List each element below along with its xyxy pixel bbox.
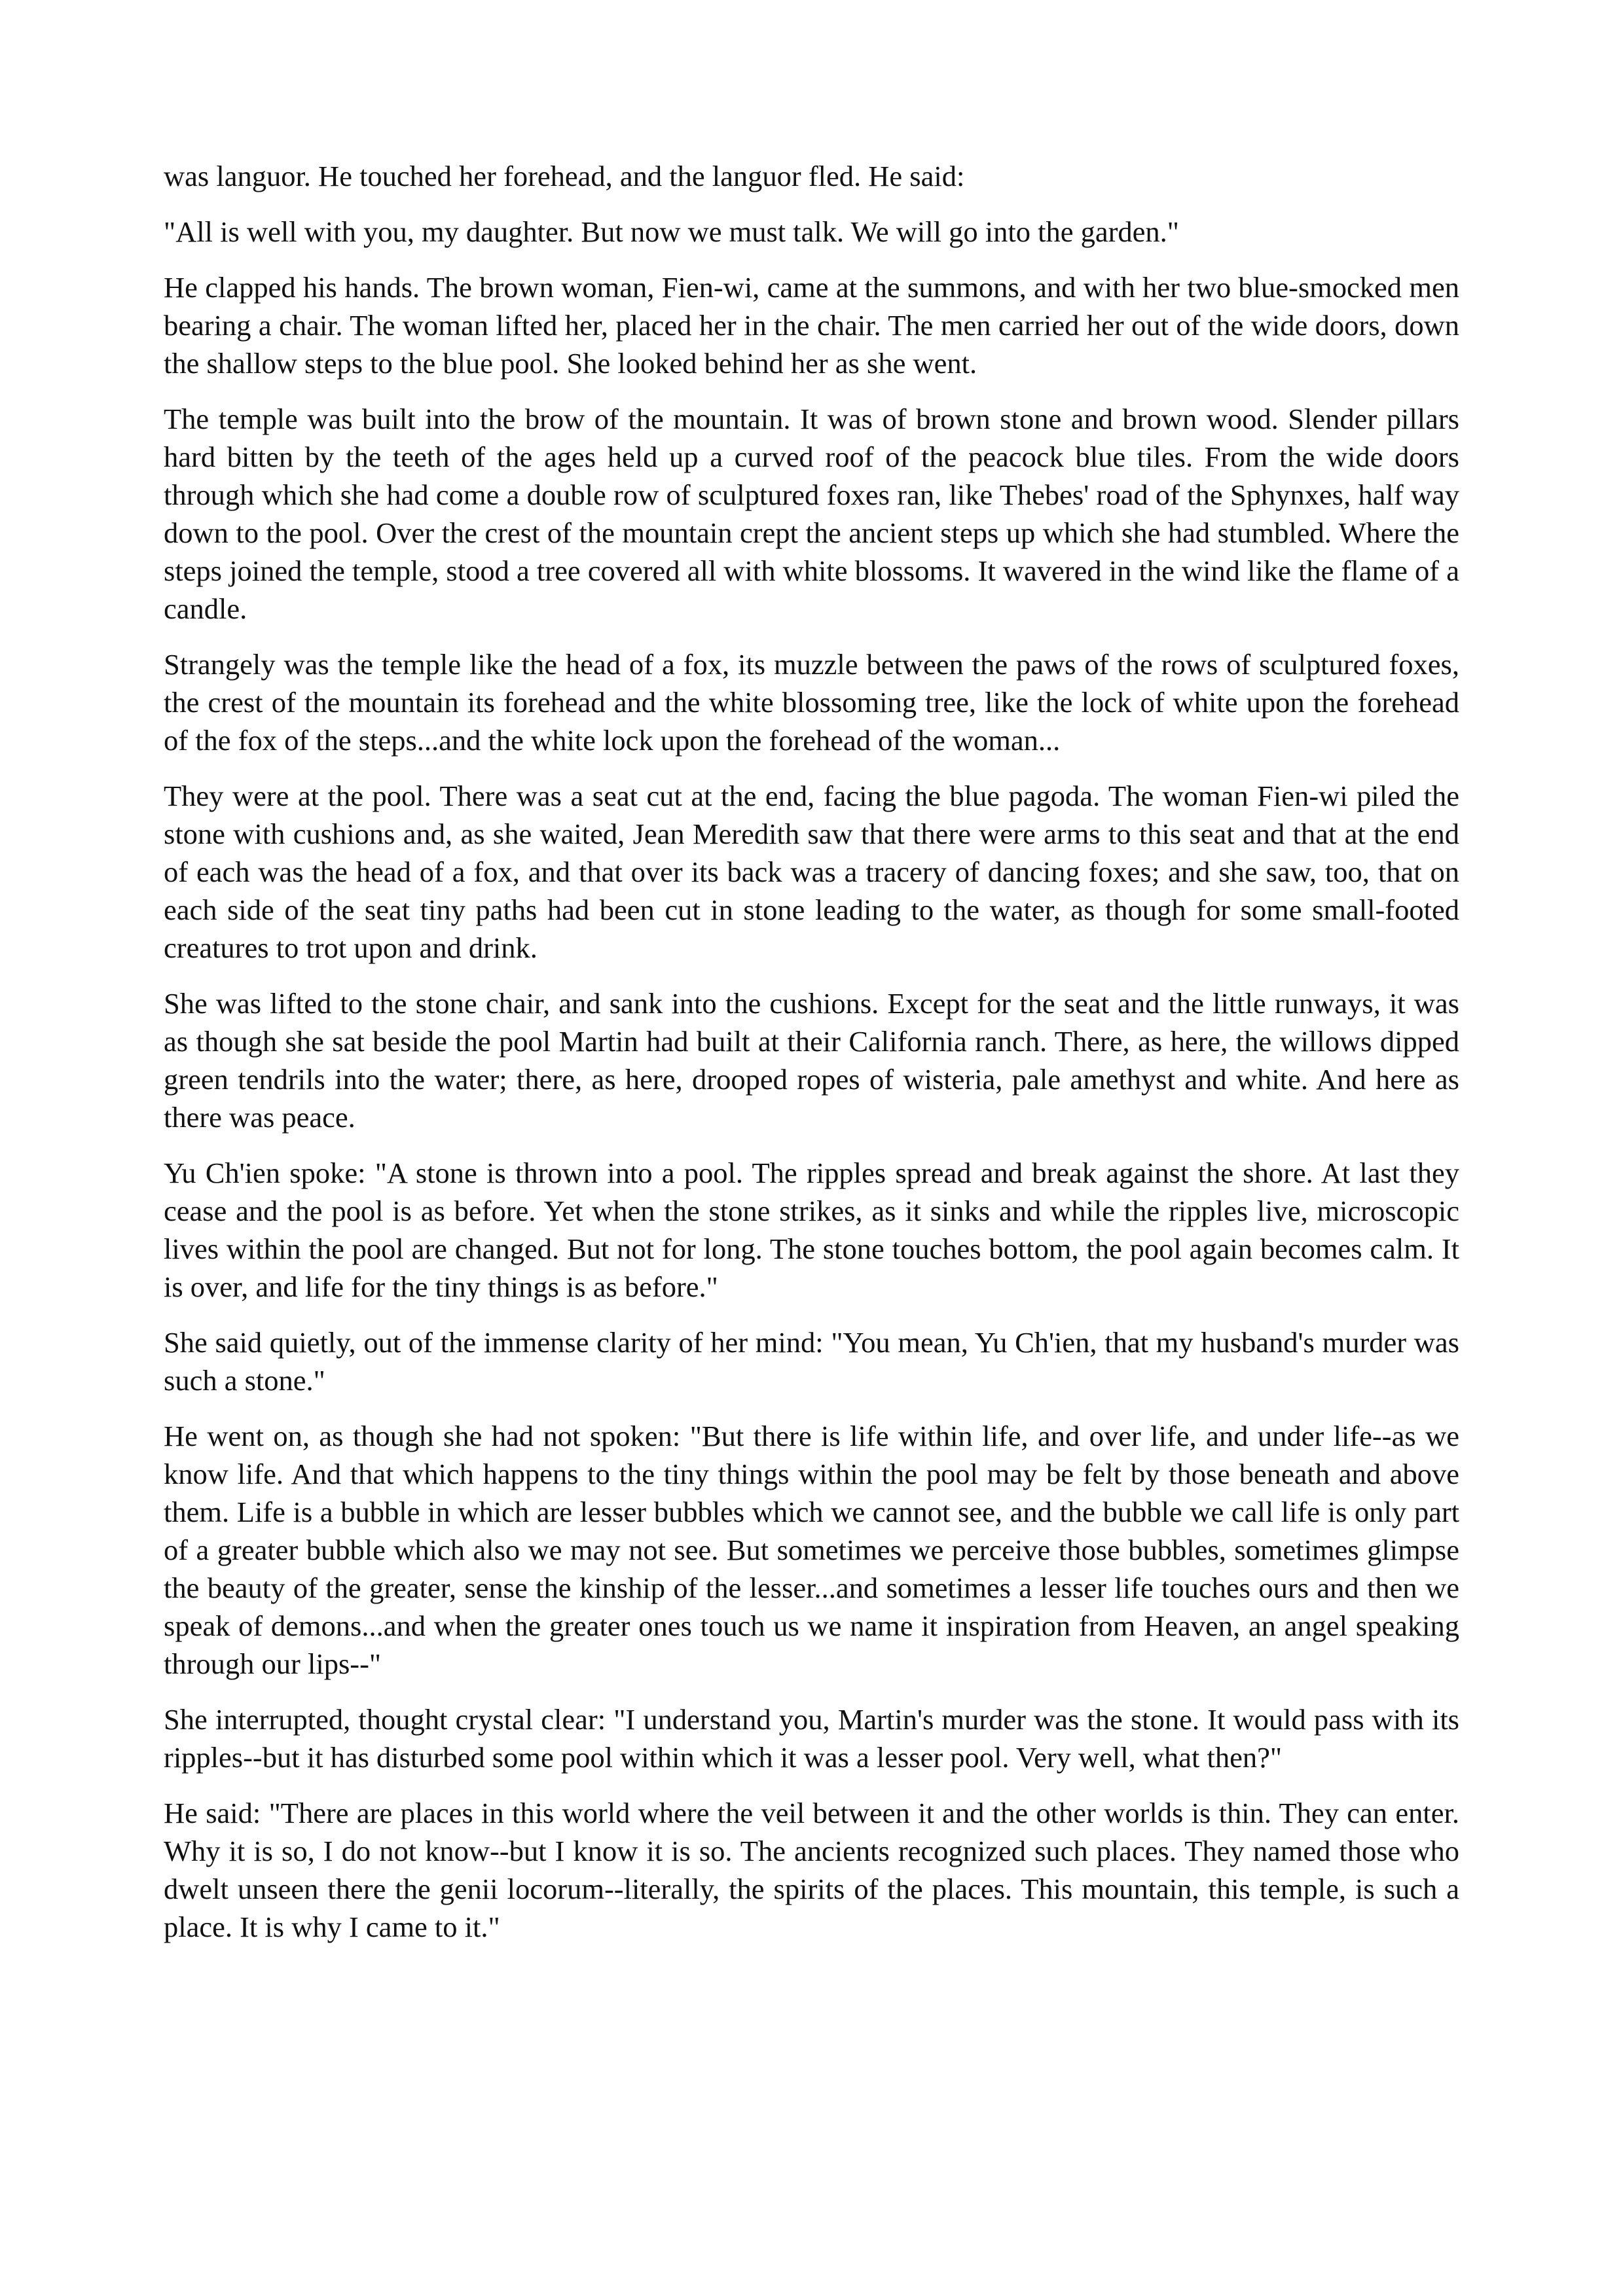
- paragraph: She interrupted, thought crystal clear: "I understand you, Martin's murder was the stone. It would pass with its ripples--but it has disturbed some pool within which it was a lesser pool. Very well, what then?": [164, 1703, 1459, 1774]
- paragraph: He said: "There are places in this world where the veil between it and the other worlds is thin. They can enter. Why it is so, I do not know--but I know it is so. The ancients recognized such places. They named those who dwelt unseen there the genii locorum--literally, the spirits of the places. This mountain, this temple, is such a place. It is why I came to it.": [164, 1797, 1459, 1943]
- paragraph: He went on, as though she had not spoken: "But there is life within life, and over life, and under life--as we know life. And that which happens to the tiny things within the pool may be felt by those beneath and above them. Life is a bubble in which are lesser bubbles which we cannot see, and the bubble we call life is only part of a greater bubble which also we may not see. But sometimes we perceive those bubbles, sometimes glimpse the beauty of the greater, sense the kinship of the lesser...and sometimes a lesser life touches ours and then we speak of demons...and when the greater ones touch us we name it inspiration from Heaven, an angel speaking through our lips--": [164, 1420, 1459, 1680]
- paragraph: Strangely was the temple like the head of a fox, its muzzle between the paws of the rows of sculptured foxes, the crest of the mountain its forehead and the white blossoming tree, like the lock of white upon the forehead of the fox of the steps...and the white lock upon the forehead of the woman...: [164, 648, 1459, 757]
- paragraph: Yu Ch'ien spoke: "A stone is thrown into a pool. The ripples spread and break against the shore. At last they cease and the pool is as before. Yet when the stone strikes, as it sinks and while the ripples live, microscopic lives within the pool are changed. But not for long. The stone touches bottom, the pool again becomes calm. It is over, and life for the tiny things is as before.": [164, 1157, 1459, 1303]
- paragraph: He clapped his hands. The brown woman, Fien-wi, came at the summons, and with her two blue-smocked men bearing a chair. The woman lifted her, placed her in the chair. The men carried her out of the wide doors, down the shallow steps to the blue pool. She looked behind her as she went.: [164, 271, 1459, 380]
- paragraph: She was lifted to the stone chair, and sank into the cushions. Except for the seat and the little runways, it was as though she sat beside the pool Martin had built at their California ranch. There, as here, the willows dipped green tendrils into the water; there, as here, drooped ropes of wisteria, pale amethyst and white. And here as there was peace.: [164, 987, 1459, 1134]
- paragraph: "All is well with you, my daughter. But now we must talk. We will go into the garden.": [164, 215, 1179, 248]
- paragraph: The temple was built into the brow of the mountain. It was of brown stone and brown wood. Slender pillars hard bitten by the teeth of the ages held up a curved roof of the peacock blue tiles. From the wide doors through which she had come a double row of sculptured foxes ran, like Thebes' road of the Sphynxes, half way down to the pool. Over the crest of the mountain crept the ancient steps up which she had stumbled. Where the steps joined the temple, stood a tree covered all with white blossoms. It wavered in the wind like the flame of a candle.: [164, 403, 1459, 625]
- document-page: [164, 157, 1459, 1964]
- paragraph: was languor. He touched her forehead, and the languor fled. He said:: [164, 160, 965, 192]
- paragraph: They were at the pool. There was a seat cut at the end, facing the blue pagoda. The woman Fien-wi piled the stone with cushions and, as she waited, Jean Meredith saw that there were arms to this seat and that at the end of each was the head of a fox, and that over its back was a tracery of dancing foxes; and she saw, too, that on each side of the seat tiny paths had been cut in stone leading to the water, as though for some small-footed creatures to trot upon and drink.: [164, 780, 1459, 964]
- paragraph: She said quietly, out of the immense clarity of her mind: "You mean, Yu Ch'ien, that my husband's murder was such a stone.": [164, 1326, 1459, 1397]
